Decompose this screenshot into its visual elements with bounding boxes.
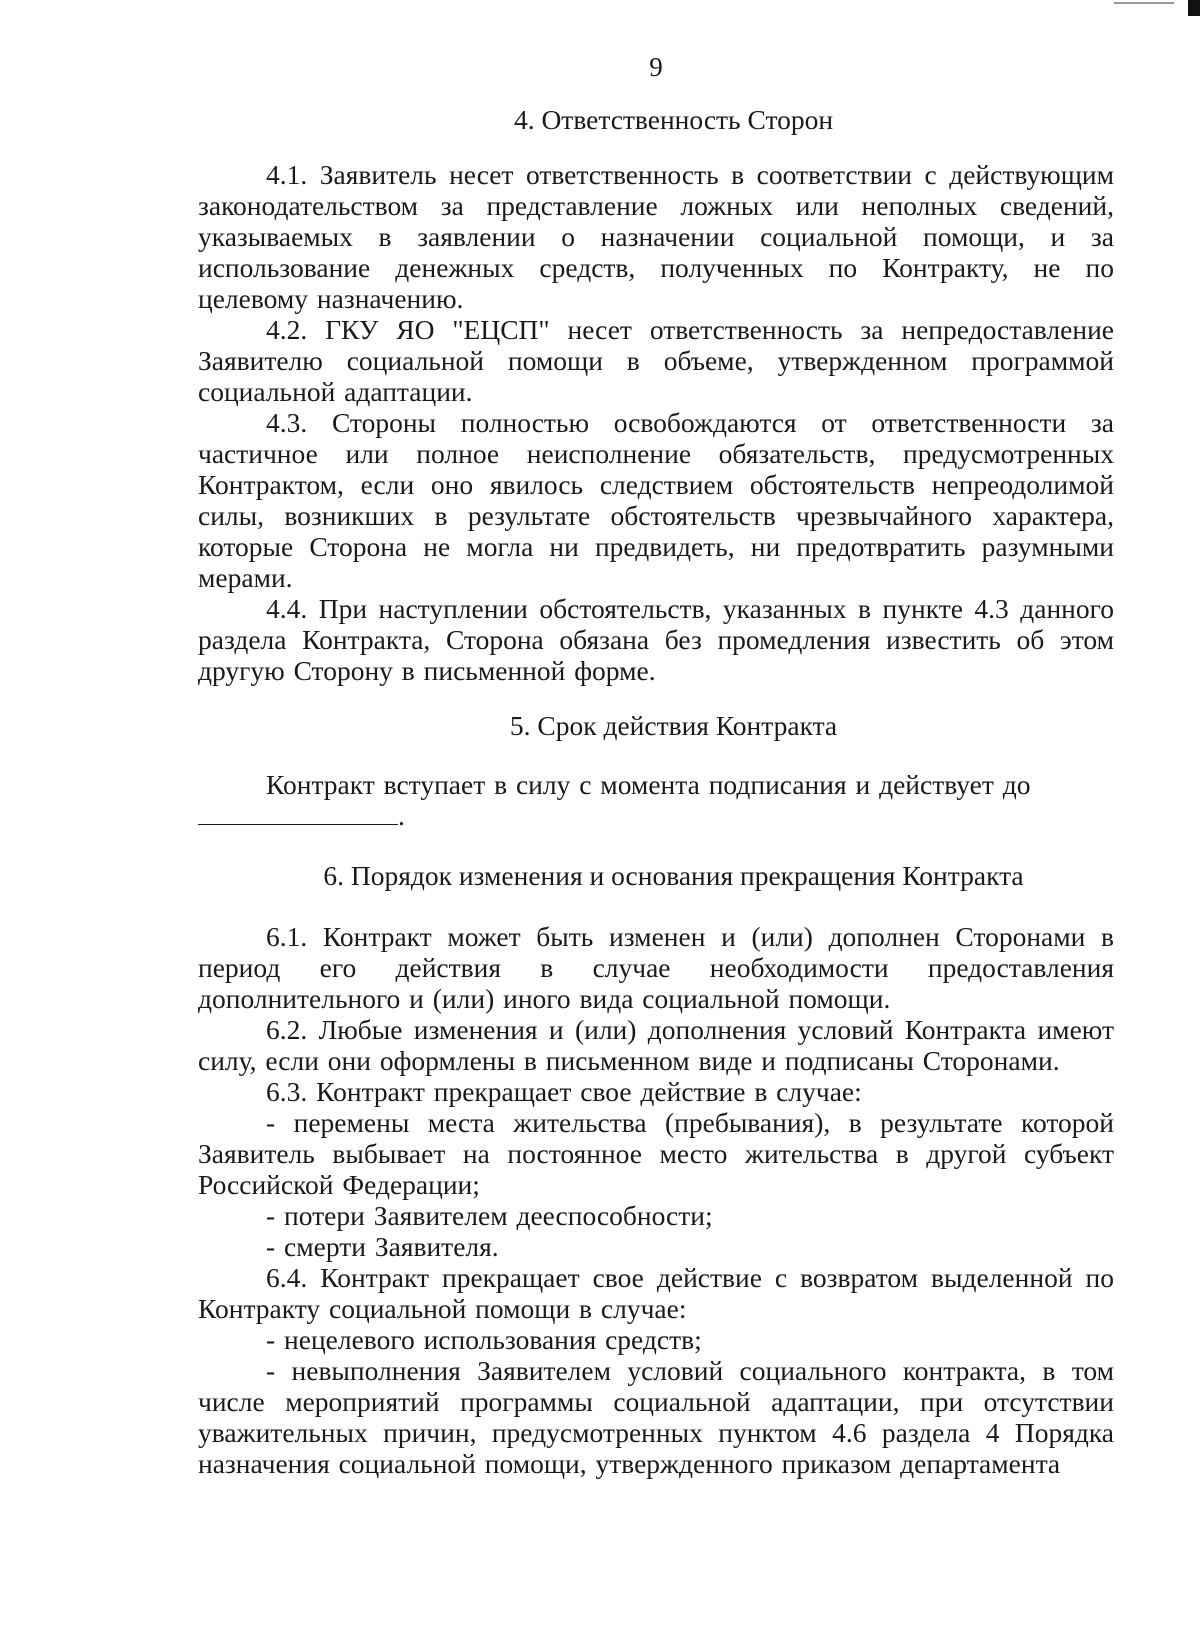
paragraph-6-3: 6.3. Контракт прекращает свое действие в случае:	[266, 1076, 862, 1107]
blank-line-period: .	[398, 800, 405, 831]
section-5-title: 5. Срок действия Контракта	[509, 710, 838, 741]
scan-corner-mark	[1188, 0, 1200, 16]
blank-date-line	[198, 802, 398, 825]
paragraph-4-3: 4.3. Стороны полностью освобождаются от ответственности за частичное или полное неисполнение обязательств, предусмотренных Контрактом, если оно явилось следствием обстоятельств непреодолимой силы, возникших в результате обстоятельств чрезвычайного характера, которые Сторона не могла ни предвидеть, ни предотвратить разумными мерами.	[198, 407, 1114, 593]
section-6-title: 6. Порядок изменения и основания прекращения Контракта	[323, 860, 1024, 891]
paragraph-4-2: 4.2. ГКУ ЯО "ЕЦСП" несет ответственность за непредоставление Заявителю социальной помощи в объеме, утвержденном программой социальной адаптации.	[198, 314, 1114, 407]
scan-edge-mark	[1114, 2, 1174, 4]
paragraph-5-term: Контракт вступает в силу с момента подписания и действует до	[266, 769, 1031, 800]
list-item-6-3-c: - смерти Заявителя.	[266, 1231, 499, 1262]
list-item-6-4-b: - невыполнения Заявителем условий социального контракта, в том числе мероприятий программы социальной адаптации, при отсутствии уважительных причин, предусмотренных пунктом 4.6 раздела 4 Порядка назначения социальной помощи, утвержденного приказом департамента	[198, 1355, 1114, 1479]
document-body	[198, 104, 1114, 1479]
blank-date-line-row	[198, 800, 1114, 834]
paragraph-6-2: 6.2. Любые изменения и (или) дополнения условий Контракта имеют силу, если они оформлены в письменном виде и подписаны Сторонами.	[198, 1014, 1114, 1076]
paragraph-4-4: 4.4. При наступлении обстоятельств, указанных в пункте 4.3 данного раздела Контракта, Сторона обязана без промедления известить об этом другую Сторону в письменной форме.	[198, 593, 1114, 686]
list-item-6-3-b: - потери Заявителем дееспособности;	[266, 1200, 713, 1231]
paragraph-6-1: 6.1. Контракт может быть изменен и (или) дополнен Сторонами в период его действия в случае необходимости предоставления дополнительного и (или) иного вида социальной помощи.	[198, 921, 1114, 1014]
list-item-6-3-a: - перемены места жительства (пребывания), в результате которой Заявитель выбывает на постоянное место жительства в другой субъект Российской Федерации;	[198, 1107, 1114, 1200]
list-item-6-4-a: - нецелевого использования средств;	[266, 1324, 702, 1355]
page-number: 9	[649, 52, 663, 82]
section-4-title: 4. Ответственность Сторон	[513, 104, 834, 135]
paragraph-4-1: 4.1. Заявитель несет ответственность в соответствии с действующим законодательством за представление ложных или неполных сведений, указываемых в заявлении о назначении социальной помощи, и за использование денежных средств, полученных по Контракту, не по целевому назначению.	[198, 159, 1114, 314]
paragraph-6-4: 6.4. Контракт прекращает свое действие с возвратом выделенной по Контракту социальной помощи в случае:	[198, 1262, 1114, 1324]
